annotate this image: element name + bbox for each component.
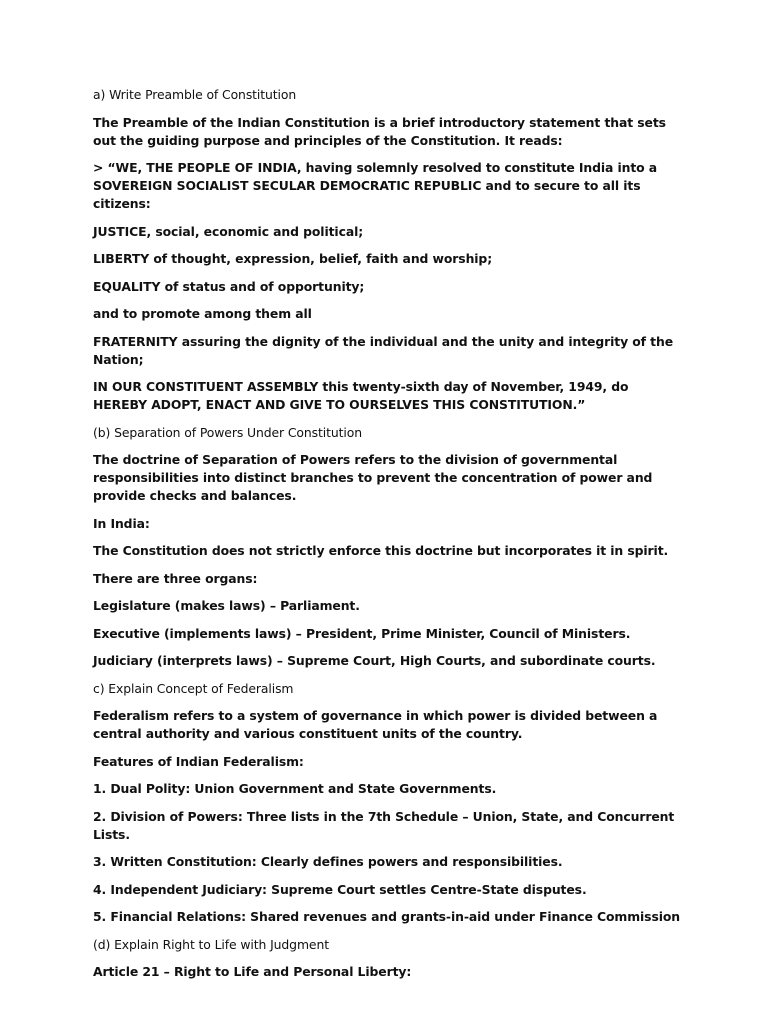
list-item: 3. Written Constitution: Clearly defines powers and responsibilities. [93, 854, 563, 869]
paragraph: The Constitution does not strictly enforce this doctrine but incorporates it in spirit. [93, 543, 669, 558]
list-item: 1. Dual Polity: Union Government and State Governments. [93, 781, 497, 796]
paragraph: > “WE, THE PEOPLE OF INDIA, having solemnly resolved to constitute India into a SOVEREIGN SOCIALIST SECULAR DEMOCRATIC REPUBLIC and to secure to all its citizens: [93, 160, 658, 211]
paragraph: and to promote among them all [93, 306, 312, 321]
paragraph: LIBERTY of thought, expression, belief, faith and worship; [93, 251, 493, 266]
paragraph: In India: [93, 515, 150, 531]
paragraph: The doctrine of Separation of Powers refers to the division of governmental responsibilities into distinct branches to prevent the concentration of power and provide checks and balances. [93, 452, 653, 503]
list-item: 5. Financial Relations: Shared revenues and grants-in-aid under Finance Commission [93, 909, 680, 924]
paragraph: Features of Indian Federalism: [93, 753, 304, 769]
paragraph: Executive (implements laws) – President, Prime Minister, Council of Ministers. [93, 625, 631, 641]
paragraph: The Preamble of the Indian Constitution is a brief introductory statement that sets out the guiding purpose and principles of the Constitution. It reads: [93, 114, 666, 148]
list-item: 2. Division of Powers: Three lists in the 7th Schedule – Union, State, and Concurrent Lists. [93, 808, 675, 842]
heading-preamble: a) Write Preamble of Constitution [93, 87, 297, 102]
list-item: 4. Independent Judiciary: Supreme Court settles Centre-State disputes. [93, 881, 587, 897]
paragraph: Federalism refers to a system of governance in which power is divided between a central authority and various constituent units of the country. [93, 708, 658, 741]
paragraph: There are three organs: [93, 570, 258, 586]
heading-separation-of-powers: (b) Separation of Powers Under Constitution [93, 424, 362, 440]
paragraph: IN OUR CONSTITUENT ASSEMBLY this twenty-sixth day of November, 1949, do HEREBY ADOPT, ENACT AND GIVE TO OURSELVES THIS CONSTITUTION.” [93, 379, 629, 412]
heading-right-to-life: (d) Explain Right to Life with Judgment [93, 936, 329, 952]
paragraph: EQUALITY of status and of opportunity; [93, 278, 365, 294]
paragraph: Judiciary (interprets laws) – Supreme Court, High Courts, and subordinate courts. [93, 653, 656, 668]
heading-federalism: c) Explain Concept of Federalism [93, 680, 294, 696]
paragraph: Legislature (makes laws) – Parliament. [93, 598, 360, 613]
document-body [93, 86, 683, 991]
paragraph: FRATERNITY assuring the dignity of the individual and the unity and integrity of the Nation; [93, 333, 674, 367]
paragraph: JUSTICE, social, economic and political; [93, 223, 364, 239]
paragraph: Article 21 – Right to Life and Personal Liberty: [93, 964, 412, 979]
